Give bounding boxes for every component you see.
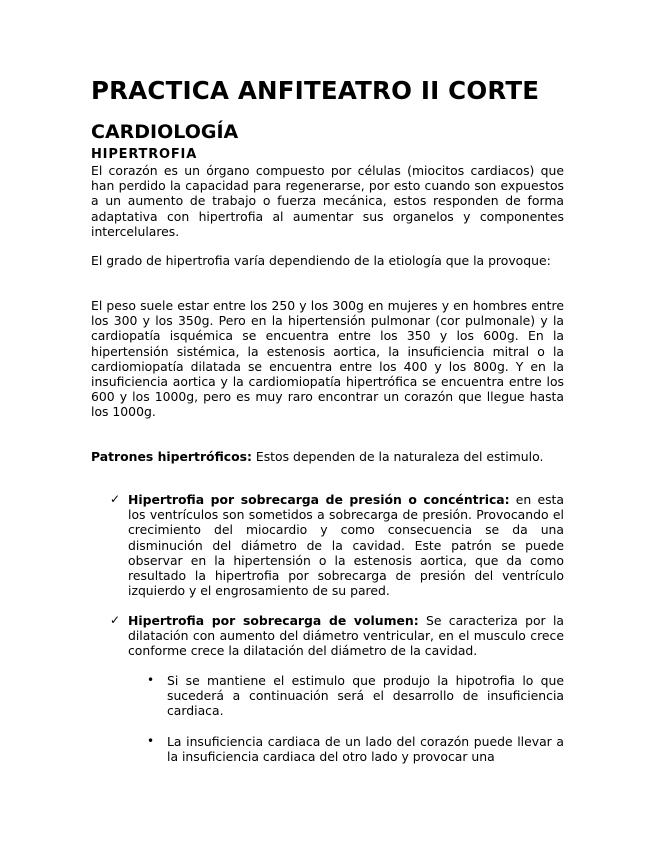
patterns-text: Estos dependen de la naturaleza del estimulo. — [251, 449, 544, 464]
bullet-item-text: Si se mantiene el estimulo que produjo la hipotrofia lo que sucederá a continuación será el desarrollo de insuficiencia cardiaca. — [167, 673, 564, 719]
checklist-item-text — [128, 613, 564, 659]
checklist-item-label: Hipertrofia por sobrecarga de presión o concéntrica: — [128, 492, 510, 507]
bullet-icon: • — [147, 734, 155, 748]
document-title: PRACTICA ANFITEATRO II CORTE — [91, 76, 540, 105]
patterns-label: Patrones hipertróficos: — [91, 449, 252, 464]
bullet-item-stimulus — [147, 673, 564, 719]
section-title: CARDIOLOGÍA — [91, 121, 239, 143]
paragraph-patterns — [91, 449, 564, 464]
checkmark-icon: ✓ — [110, 613, 121, 627]
paragraph-grade: El grado de hipertrofia varía dependiendo de la etiología que la provoque: — [91, 253, 551, 268]
paragraph-intro: El corazón es un órgano compuesto por células (miocitos cardiacos) que han perdido la capacidad para regenerarse, por esto cuando son expuestos a un aumento de trabajo o fuerza mecánica, estos responden de forma adaptativa con hipertrofia al aumentar sus organelos y componentes intercelulares. — [91, 163, 564, 239]
checkmark-icon: ✓ — [110, 492, 121, 506]
paragraph-weights: El peso suele estar entre los 250 y los 300g en mujeres y en hombres entre los 300 y los 350g. Pero en la hipertensión pulmonar (cor pulmonale) y la cardiopatía isquémica se encuentra entre los 350 y los 600g. En la hipertensión sistémica, la estenosis aortica, la insuficiencia mitral o la cardiomiopatía dilatada se encuentra entre los 400 y los 800g. Y en la insuficiencia aortica y la cardiomiopatía hipertrófica se encuentra entre los 600 y los 1000g, pero es muy raro encontrar un corazón que llegue hasta los 1000g. — [91, 298, 564, 420]
checklist-item-body: Se caracteriza por la dilatación con aumento del diámetro ventricular, en el musculo crece conforme crece la dilatación del diámetro de la cavidad. — [128, 613, 564, 659]
checklist-item-volume — [110, 613, 564, 659]
bullet-item-failure — [147, 734, 564, 765]
subsection-title: HIPERTROFIA — [91, 147, 198, 162]
checklist-item-pressure — [110, 492, 564, 599]
bullet-icon: • — [147, 673, 155, 687]
checklist-item-text — [128, 492, 564, 598]
checklist-item-body: en esta los ventrículos son sometidos a sobrecarga de presión. Provocando el crecimiento del miocardio y como consecuencia se da una disminución del diámetro de la cavidad. Este patrón se puede observar en la hipertensión o la estenosis aortica, que da como resultado la hipertrofia por sobrecarga de presión del ventrículo izquierdo y el engrosamiento de su pared. — [128, 492, 564, 599]
bullet-item-text: La insuficiencia cardiaca de un lado del corazón puede llevar a la insuficiencia cardiaca del otro lado y provocar una — [167, 734, 564, 765]
checklist-item-label: Hipertrofia por sobrecarga de volumen: — [128, 613, 419, 628]
